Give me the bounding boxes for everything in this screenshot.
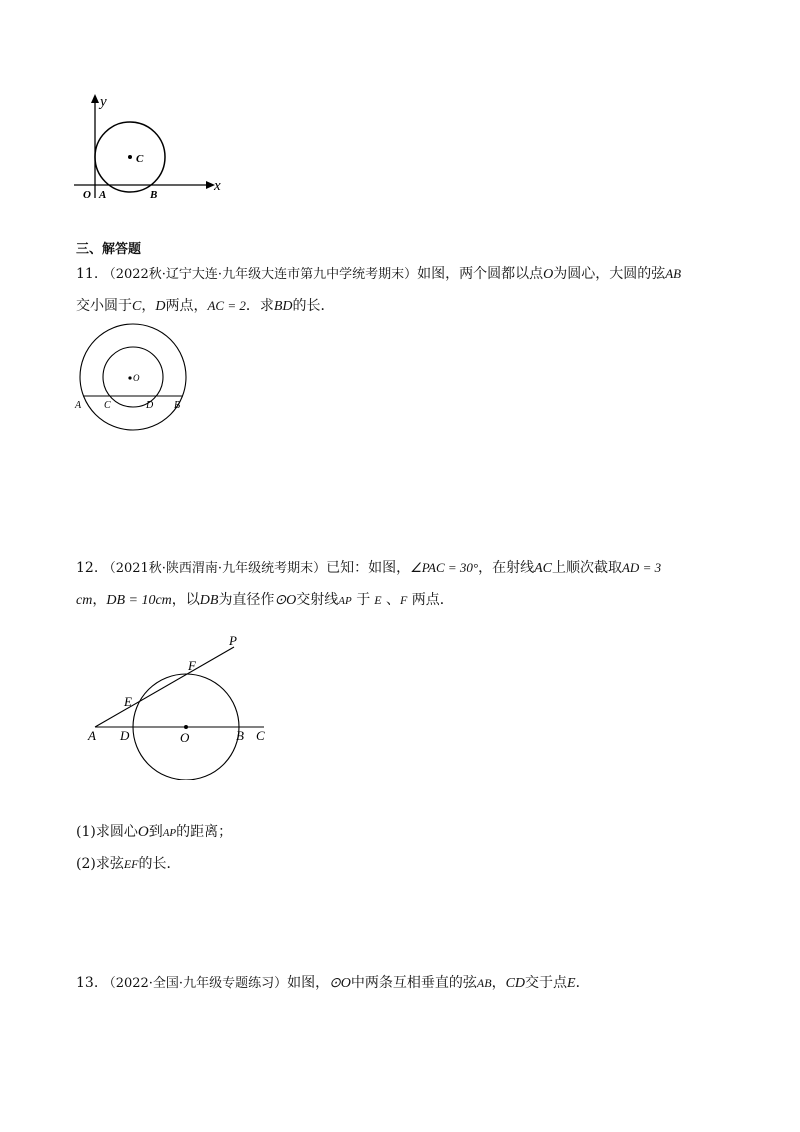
q12-line1 [76, 558, 661, 579]
label-o: O [133, 373, 140, 383]
q12-math: cm [76, 593, 93, 608]
q11-math: C [132, 299, 142, 314]
q12-text: 两点． [411, 592, 454, 608]
figure-axes-circle [60, 90, 230, 210]
label-c: C [104, 400, 111, 411]
figure-concentric-circles [70, 320, 190, 434]
center-c-dot [128, 155, 132, 159]
label-c: C [256, 728, 265, 743]
q11-text: 的长． [292, 298, 335, 314]
figure-circle-secant [84, 630, 284, 780]
q12-text: 到 [148, 824, 163, 840]
label-d: D [120, 728, 130, 743]
q12-source: （2021秋·陕西渭南·九年级统考期末） [102, 561, 327, 576]
q13-line1 [76, 973, 590, 994]
q12-text: (1)求圆心 [76, 824, 138, 840]
q13-text: 中两条互相垂直的弦 [350, 975, 477, 991]
q11-text: 为圆心，大圆的弦 [553, 266, 666, 282]
q12-text: ，在射线 [478, 560, 535, 576]
q12-text: (2)求弦 [76, 856, 124, 872]
q12-math: AD = 3 [621, 560, 662, 575]
q11-text: 如图，两个圆都以点 [417, 266, 544, 282]
y-axis-arrow [91, 94, 99, 103]
q13-number: 13. [76, 975, 99, 991]
q12-sub2 [76, 854, 181, 874]
label-d: D [146, 400, 154, 411]
q11-text: 两点， [165, 298, 208, 314]
label-o: O [180, 730, 190, 745]
q12-text: ， [92, 592, 107, 608]
q12-sub1 [76, 822, 232, 843]
q12-text: 的长． [138, 856, 181, 872]
q13-source: （2022·全国·九年级专题练习） [102, 976, 288, 991]
center-o-dot [128, 376, 131, 379]
q12-text: 于 [356, 592, 371, 608]
q13-math: E [567, 976, 576, 991]
label-c: C [136, 153, 144, 165]
q11-math: O [543, 267, 554, 282]
q12-math: AP [162, 827, 177, 839]
q12-math: E [374, 593, 382, 607]
q11-math: D [155, 299, 166, 314]
q12-text: 已知：如图， [326, 560, 411, 576]
q13-math: ⊙O [329, 976, 351, 991]
label-e: E [124, 694, 132, 709]
label-f: F [188, 658, 196, 673]
label-x: x [214, 178, 221, 194]
center-o-dot [184, 725, 188, 729]
q12-math: ∠PAC = 30° [410, 560, 479, 575]
section-heading: 三、解答题 [76, 242, 142, 257]
q11-number: 11. [76, 266, 99, 282]
q11-text: 交小圆于 [76, 298, 132, 314]
q12-text: 上顺次截取 [551, 560, 622, 576]
ray-ap [95, 647, 234, 727]
label-p: P [229, 633, 237, 648]
q12-line2 [76, 590, 454, 611]
q12-math: EF [123, 857, 139, 871]
q11-math: BD [273, 299, 293, 314]
q12-number: 12. [76, 560, 99, 576]
label-a: A [88, 728, 96, 743]
label-a: A [99, 189, 107, 201]
label-b: B [236, 728, 244, 743]
label-b: B [150, 189, 158, 201]
q13-text: 如图， [287, 975, 330, 991]
q11-line1 [76, 264, 681, 285]
q12-text: ，以 [171, 592, 200, 608]
q11-source: （2022秋·辽宁大连·九年级大连市第九中学统考期末） [102, 267, 418, 282]
label-a: A [75, 400, 82, 411]
q12-math: ⊙O [274, 593, 297, 608]
q13-math: CD [505, 976, 526, 991]
q11-text: ， [141, 298, 156, 314]
q13-math: AB [476, 976, 492, 990]
q12-math: F [399, 593, 408, 607]
q13-text: ． [575, 975, 590, 991]
q12-text: 为直径作 [218, 592, 275, 608]
q12-text: 交射线 [296, 592, 339, 608]
q12-math: O [137, 824, 149, 840]
q11-text: ．求 [245, 298, 274, 314]
label-b: B [174, 400, 181, 411]
label-y: y [100, 94, 107, 110]
q11-line2 [76, 296, 335, 317]
q12-math: DB [199, 593, 219, 608]
label-o: O [83, 189, 91, 201]
q12-math: AP [338, 595, 352, 607]
q11-math: AB [665, 266, 682, 281]
q13-text: 交于点 [525, 975, 568, 991]
q12-text: 的距离； [176, 824, 233, 840]
q11-math: AC = 2 [207, 298, 246, 313]
q12-math: DB = 10cm [106, 593, 172, 608]
q12-math: AC [534, 561, 552, 576]
q12-text: 、 [385, 592, 400, 608]
q13-text: ， [491, 975, 506, 991]
